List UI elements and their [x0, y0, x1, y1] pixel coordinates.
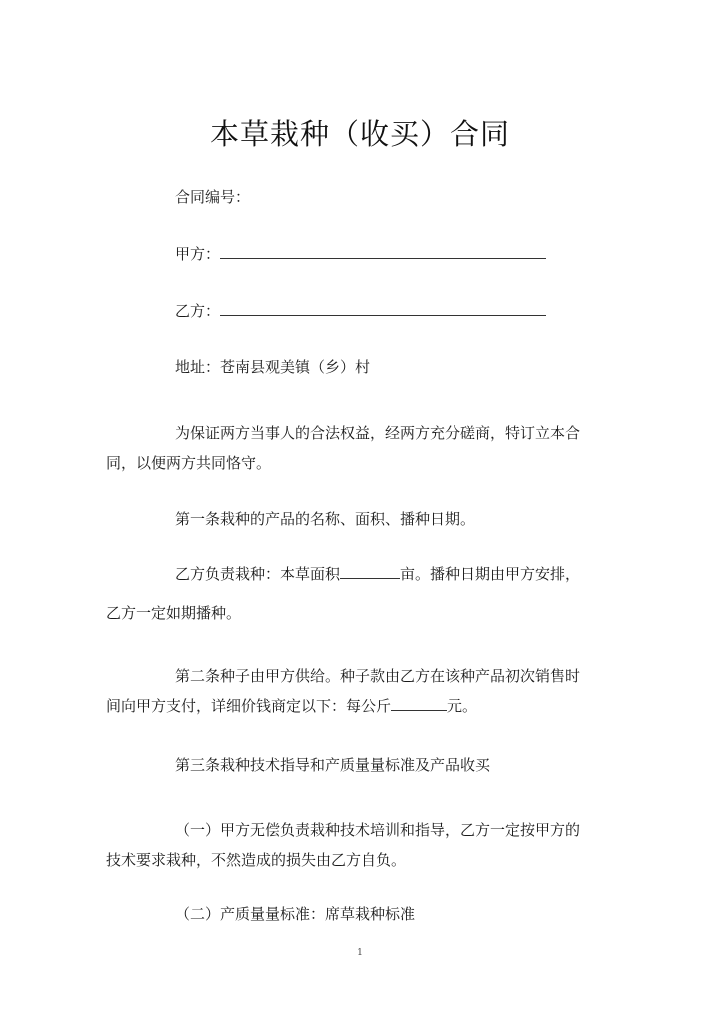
price-blank: [391, 696, 447, 711]
page-number: 1: [357, 948, 363, 958]
article3-heading: 第三条栽种技术指导和产质量量标准及产品收买: [175, 756, 491, 774]
article1-text-a: 乙方负责栽种：本草面积: [175, 565, 341, 583]
address-line: 地址：苍南县观美镇（乡）村: [175, 358, 371, 376]
party-a-blank: [220, 244, 546, 259]
clause2-line: （二）产质量量标准：席草栽种标准: [175, 905, 416, 923]
article2-paragraph: [106, 661, 590, 721]
article1-text-line: [175, 564, 580, 584]
preamble-paragraph: 为保证两方当事人的合法权益，经两方充分磋商，特订立本合同，以便两方共同恪守。: [106, 424, 581, 472]
article2-text-a: 第二条种子由甲方供给。种子款由乙方在该种产品初次销售时间向甲方支付，详细价钱商定以下：每公斤: [106, 667, 581, 715]
party-a-label: 甲方：: [175, 245, 221, 263]
article2-text-b: 元。: [447, 697, 478, 715]
article1-text-c: 乙方一定如期播种。: [106, 604, 242, 622]
party-a-line: [175, 244, 546, 264]
area-blank: [340, 564, 400, 579]
party-b-label: 乙方：: [175, 302, 221, 320]
party-b-line: [175, 301, 546, 321]
document-title: 本草栽种（收买）合同: [209, 117, 510, 151]
article1-heading: 第一条栽种的产品的名称、面积、播种日期。: [175, 510, 476, 528]
party-b-blank: [220, 301, 546, 316]
contract-number-label: 合同编号：: [175, 188, 251, 206]
article1-text-b: 亩。播种日期由甲方安排，: [400, 565, 581, 583]
clause1-paragraph: （一）甲方无偿负责栽种技术培训和指导，乙方一定按甲方的技术要求栽种，不然造成的损失由乙方自负。: [106, 821, 581, 869]
